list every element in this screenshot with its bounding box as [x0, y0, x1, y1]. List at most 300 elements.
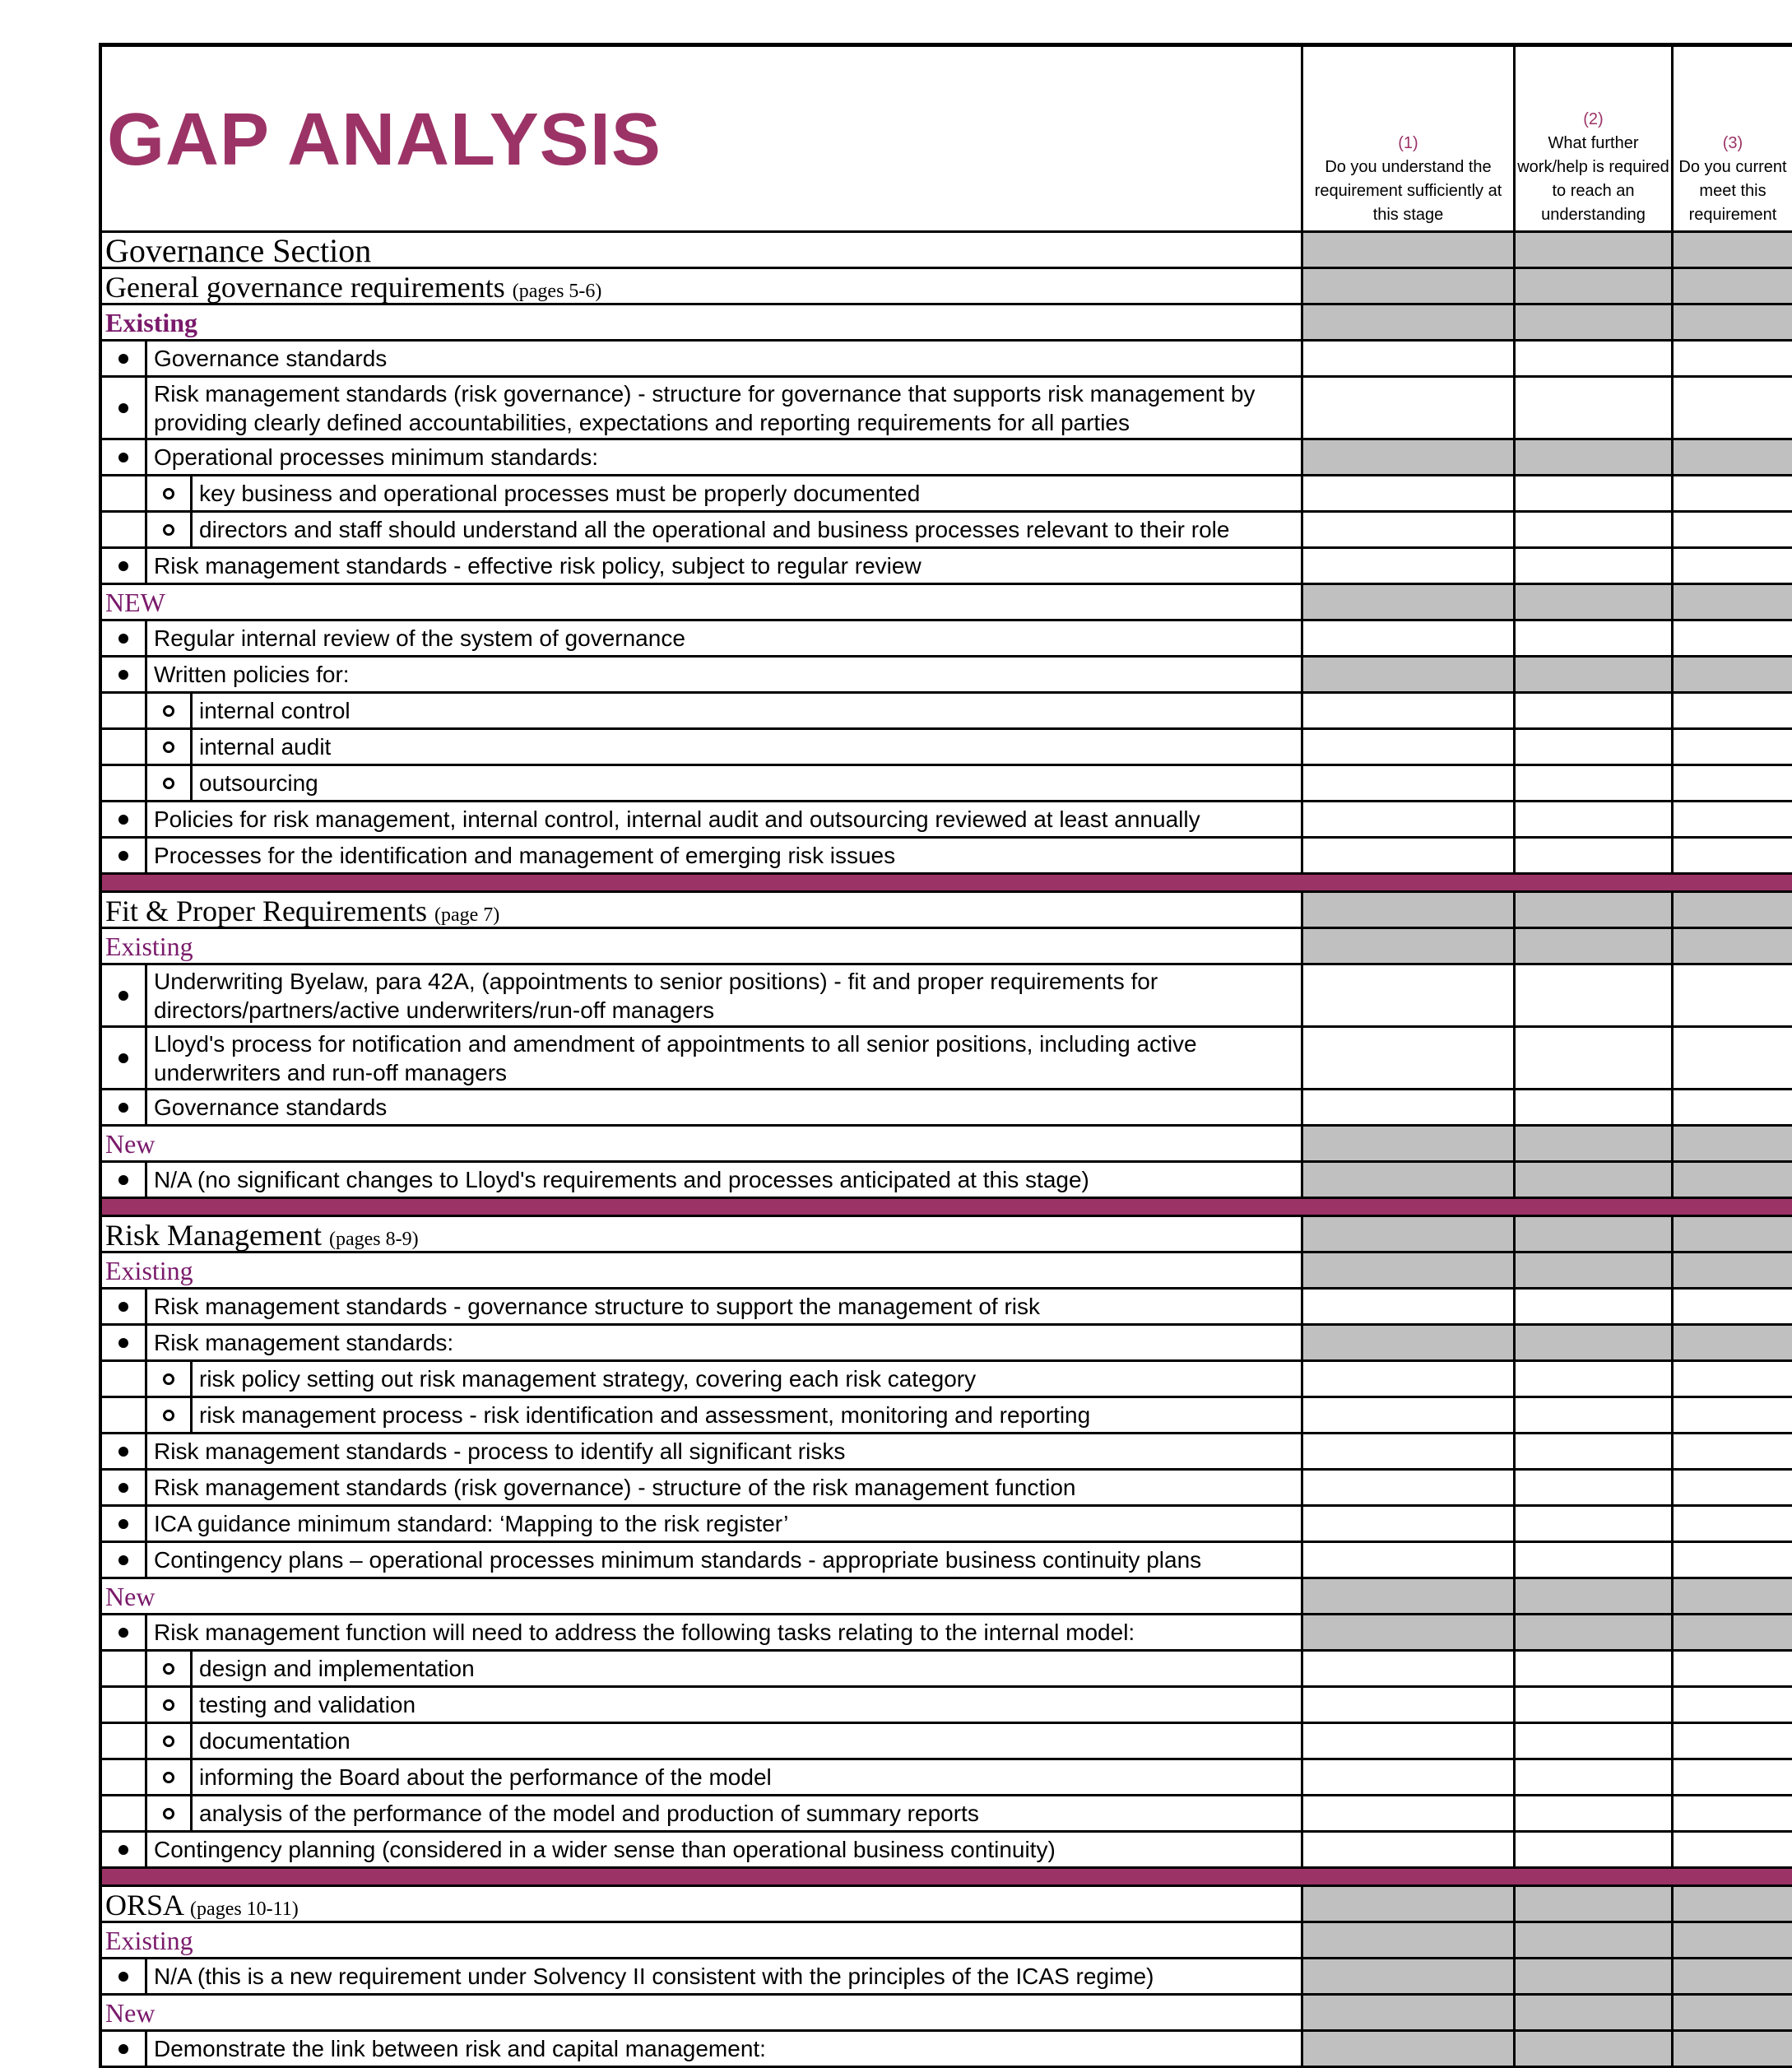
answer-cell-1[interactable]	[1303, 965, 1516, 1025]
answer-cell-2[interactable]	[1516, 1471, 1674, 1504]
answer-cell-3[interactable]	[1674, 549, 1792, 583]
description-cell	[102, 658, 1303, 691]
answer-cell-3[interactable]	[1674, 1471, 1792, 1504]
tag-row	[102, 585, 1792, 621]
answer-cell-3[interactable]	[1674, 839, 1792, 872]
table-row	[102, 1796, 1792, 1833]
answer-cell-1[interactable]	[1303, 802, 1516, 836]
bullet-ring-icon	[163, 1808, 174, 1819]
table-row	[102, 476, 1792, 513]
sub-bullet-cell	[147, 1688, 193, 1722]
requirement-text: analysis of the performance of the model and production of summary reports	[199, 1800, 979, 1826]
answer-cell-1[interactable]	[1303, 476, 1516, 510]
description-cell	[102, 1579, 1303, 1613]
answer-cell-2[interactable]	[1516, 1724, 1674, 1758]
answer-cell-1[interactable]	[1303, 1724, 1516, 1758]
description-cell	[102, 1507, 1303, 1541]
answer-cell-3[interactable]	[1674, 1434, 1792, 1468]
answer-cell-1	[1303, 1579, 1516, 1613]
requirement-text: Demonstrate the link between risk and capital management:	[154, 2035, 766, 2061]
requirement-text: Governance standards	[154, 345, 388, 371]
bullet-dot-icon	[118, 634, 128, 644]
answer-cell-3[interactable]	[1674, 1688, 1792, 1722]
answer-cell-1	[1303, 1996, 1516, 2029]
subsection-heading	[102, 893, 499, 927]
description-cell	[102, 1688, 1303, 1722]
subsection-heading	[102, 1217, 419, 1251]
requirement-text: N/A (no significant changes to Lloyd's requirements and processes anticipated at this stage)	[154, 1166, 1089, 1192]
tag-row	[102, 305, 1792, 342]
answer-cell-2[interactable]	[1516, 730, 1674, 764]
answer-cell-2	[1516, 440, 1674, 474]
bullet-ring-icon	[163, 778, 174, 789]
bullet-cell	[102, 1028, 147, 1088]
table-row	[102, 1543, 1792, 1579]
description-cell	[102, 1796, 1303, 1830]
answer-cell-1[interactable]	[1303, 1543, 1516, 1577]
answer-cell-3[interactable]	[1674, 1290, 1792, 1323]
bullet-cell	[102, 1163, 147, 1197]
bullet-cell	[102, 1290, 147, 1323]
answer-cell-2[interactable]	[1516, 549, 1674, 583]
table-row	[102, 1688, 1792, 1724]
indent-cell	[102, 1362, 147, 1396]
bullet-cell	[102, 1471, 147, 1504]
table-row	[102, 1507, 1792, 1543]
answer-cell-3[interactable]	[1674, 342, 1792, 375]
description-cell	[102, 1652, 1303, 1685]
answer-cell-2	[1516, 585, 1674, 619]
bullet-ring-icon	[163, 1663, 174, 1675]
answer-cell-3[interactable]	[1674, 513, 1792, 546]
answer-cell-1	[1303, 1326, 1516, 1359]
description-cell	[102, 549, 1303, 583]
answer-cell-1[interactable]	[1303, 378, 1516, 438]
answer-cell-3[interactable]	[1674, 1028, 1792, 1088]
answer-cell-2	[1516, 1579, 1674, 1613]
description-cell	[102, 802, 1303, 836]
answer-cell-2[interactable]	[1516, 694, 1674, 727]
requirement-text: N/A (this is a new requirement under Solvency II consistent with the principles of the ICAS regime)	[154, 1963, 1154, 1989]
requirement-text: Risk management standards - effective risk policy, subject to regular review	[154, 552, 922, 579]
status-label: New	[105, 1998, 156, 2028]
requirement-text: risk policy setting out risk management strategy, covering each risk category	[199, 1365, 977, 1392]
answer-cell-1	[1303, 233, 1516, 267]
indent-cell	[102, 694, 147, 727]
table-row	[102, 839, 1792, 875]
answer-cell-2	[1516, 233, 1674, 267]
answer-cell-2	[1516, 929, 1674, 963]
bullet-dot-icon	[118, 1628, 128, 1638]
bullet-dot-icon	[118, 2044, 128, 2054]
answer-cell-1[interactable]	[1303, 549, 1516, 583]
tag-row	[102, 1923, 1792, 1959]
indent-cell	[102, 1796, 147, 1830]
section-divider	[102, 1199, 1792, 1217]
answer-cell-1[interactable]	[1303, 1398, 1516, 1432]
sub-bullet-cell	[147, 1652, 193, 1685]
answer-cell-2	[1516, 893, 1674, 927]
answer-cell-3	[1674, 2032, 1792, 2066]
answer-cell-1[interactable]	[1303, 1090, 1516, 1124]
answer-cell-3	[1674, 585, 1792, 619]
answer-cell-2[interactable]	[1516, 513, 1674, 546]
sub-bullet-cell	[147, 694, 193, 727]
answer-cell-2[interactable]	[1516, 1398, 1674, 1432]
description-cell	[102, 476, 1303, 510]
subsection-title: ORSA	[105, 1889, 183, 1921]
answer-cell-1[interactable]	[1303, 1028, 1516, 1088]
answer-cell-2[interactable]	[1516, 476, 1674, 510]
bullet-ring-icon	[163, 1699, 174, 1711]
description-cell	[102, 1724, 1303, 1758]
bullet-dot-icon	[118, 1338, 128, 1348]
answer-cell-3[interactable]	[1674, 802, 1792, 836]
section-divider	[102, 1869, 1792, 1887]
answer-cell-2[interactable]	[1516, 1090, 1674, 1124]
answer-cell-2[interactable]	[1516, 1796, 1674, 1830]
table-row	[102, 1028, 1792, 1090]
answer-cell-2[interactable]	[1516, 1833, 1674, 1866]
answer-cell-3	[1674, 1887, 1792, 1921]
description-cell	[102, 1028, 1303, 1088]
bullet-cell	[102, 802, 147, 836]
description-cell	[102, 839, 1303, 872]
answer-cell-3	[1674, 1127, 1792, 1160]
sub-bullet-cell	[147, 1724, 193, 1758]
description-cell	[102, 585, 1303, 619]
requirement-text: Risk management standards - governance structure to support the management of risk	[154, 1293, 1040, 1319]
column-header-3-number: (3)	[1722, 134, 1743, 152]
answer-cell-1[interactable]	[1303, 694, 1516, 727]
description-cell	[102, 1543, 1303, 1577]
requirement-text: design and implementation	[199, 1655, 475, 1681]
answer-cell-2[interactable]	[1516, 766, 1674, 800]
answer-cell-3[interactable]	[1674, 1090, 1792, 1124]
answer-cell-2	[1516, 1959, 1674, 1993]
description-cell	[102, 1090, 1303, 1124]
answer-cell-1[interactable]	[1303, 1471, 1516, 1504]
answer-cell-1[interactable]	[1303, 766, 1516, 800]
bullet-ring-icon	[163, 1772, 174, 1783]
description-cell	[102, 893, 1303, 927]
bullet-cell	[102, 621, 147, 655]
answer-cell-3	[1674, 1615, 1792, 1649]
sub-row	[102, 1217, 1792, 1253]
bullet-cell	[102, 440, 147, 474]
table-body	[102, 233, 1792, 2068]
answer-cell-2[interactable]	[1516, 342, 1674, 375]
sub-row	[102, 1887, 1792, 1923]
table-row	[102, 658, 1792, 694]
bullet-dot-icon	[118, 1519, 128, 1529]
requirement-text: Lloyd's process for notification and amendment of appointments to all senior positions, including active underwriters and run-off managers	[154, 1030, 1197, 1085]
status-label: Existing	[105, 1926, 193, 1955]
answer-cell-3	[1674, 658, 1792, 691]
answer-cell-1[interactable]	[1303, 342, 1516, 375]
requirement-text: key business and operational processes must be properly documented	[199, 480, 921, 506]
table-row	[102, 730, 1792, 766]
description-cell	[102, 1326, 1303, 1359]
sub-row	[102, 269, 1792, 305]
column-header-2-text: What further work/help is required to reach an understanding	[1517, 134, 1669, 224]
bullet-cell	[102, 1090, 147, 1124]
column-header-2-number: (2)	[1583, 110, 1604, 128]
answer-cell-3[interactable]	[1674, 1724, 1792, 1758]
bullet-dot-icon	[118, 1483, 128, 1493]
answer-cell-3[interactable]	[1674, 1796, 1792, 1830]
answer-cell-3[interactable]	[1674, 476, 1792, 510]
status-label: New	[105, 1129, 156, 1159]
column-header-1-text: Do you understand the requirement sufficiently at this stage	[1314, 158, 1502, 224]
answer-cell-1[interactable]	[1303, 1507, 1516, 1541]
answer-cell-3[interactable]	[1674, 621, 1792, 655]
answer-cell-3	[1674, 1996, 1792, 2029]
bullet-dot-icon	[118, 354, 128, 364]
answer-cell-2[interactable]	[1516, 1688, 1674, 1722]
indent-cell	[102, 513, 147, 546]
subsection-title: Fit & Proper Requirements	[105, 895, 427, 927]
bullet-dot-icon	[118, 1053, 128, 1063]
table-row	[102, 802, 1792, 839]
title-cell	[102, 47, 1303, 230]
table-row	[102, 1760, 1792, 1796]
tag-row	[102, 1996, 1792, 2032]
status-label: Existing	[105, 1256, 193, 1285]
table-row	[102, 1471, 1792, 1507]
bullet-dot-icon	[118, 453, 128, 462]
answer-cell-3[interactable]	[1674, 730, 1792, 764]
bullet-cell	[102, 378, 147, 438]
answer-cell-2[interactable]	[1516, 1290, 1674, 1323]
requirement-text: Risk management standards (risk governance) - structure for governance that supports risk management by providing clearly defined accountabilities, expectations and reporting requirements for all parties	[154, 380, 1256, 435]
bullet-cell	[102, 658, 147, 691]
answer-cell-2	[1516, 658, 1674, 691]
answer-cell-2[interactable]	[1516, 1543, 1674, 1577]
answer-cell-2[interactable]	[1516, 621, 1674, 655]
bullet-cell	[102, 1615, 147, 1649]
indent-cell	[102, 1652, 147, 1685]
answer-cell-3[interactable]	[1674, 1543, 1792, 1577]
bullet-cell	[102, 1326, 147, 1359]
indent-cell	[102, 730, 147, 764]
table-row	[102, 440, 1792, 476]
requirement-text: documentation	[199, 1727, 351, 1754]
answer-cell-3[interactable]	[1674, 1398, 1792, 1432]
description-cell	[102, 694, 1303, 727]
answer-cell-1	[1303, 440, 1516, 474]
page-reference: (pages 8-9)	[328, 1229, 419, 1250]
requirement-text: Risk management standards:	[154, 1329, 454, 1355]
bullet-dot-icon	[118, 1302, 128, 1312]
bullet-ring-icon	[163, 1736, 174, 1747]
page-reference: (page 7)	[434, 904, 500, 926]
answer-cell-2	[1516, 305, 1674, 339]
table-row	[102, 1290, 1792, 1326]
answer-cell-2[interactable]	[1516, 1362, 1674, 1396]
answer-cell-1	[1303, 1127, 1516, 1160]
column-header-2	[1516, 47, 1674, 230]
answer-cell-2[interactable]	[1516, 1028, 1674, 1088]
description-cell	[102, 342, 1303, 375]
description-cell	[102, 513, 1303, 546]
indent-cell	[102, 1688, 147, 1722]
bullet-ring-icon	[163, 705, 174, 717]
answer-cell-3[interactable]	[1674, 766, 1792, 800]
answer-cell-1[interactable]	[1303, 1833, 1516, 1866]
answer-cell-2	[1516, 1217, 1674, 1251]
answer-cell-2[interactable]	[1516, 1507, 1674, 1541]
requirement-text: risk management process - risk identification and assessment, monitoring and reporting	[199, 1401, 1091, 1428]
table-row	[102, 378, 1792, 440]
bullet-ring-icon	[163, 524, 174, 536]
answer-cell-1[interactable]	[1303, 1290, 1516, 1323]
answer-cell-3[interactable]	[1674, 1362, 1792, 1396]
answer-cell-3[interactable]	[1674, 1760, 1792, 1794]
description-cell	[102, 1253, 1303, 1287]
tag-row	[102, 1253, 1792, 1290]
table-row	[102, 1959, 1792, 1996]
answer-cell-1	[1303, 658, 1516, 691]
tag-row	[102, 929, 1792, 965]
description-cell	[102, 1163, 1303, 1197]
table-row	[102, 694, 1792, 730]
page-title: GAP ANALYSIS	[107, 99, 662, 181]
description-cell	[102, 269, 1303, 303]
indent-cell	[102, 766, 147, 800]
description-cell	[102, 1398, 1303, 1432]
sub-row	[102, 893, 1792, 929]
answer-cell-1	[1303, 269, 1516, 303]
tag-row	[102, 1127, 1792, 1163]
requirement-text: ICA guidance minimum standard: ‘Mapping to the risk register’	[154, 1510, 789, 1536]
table-row	[102, 1163, 1792, 1199]
table-row	[102, 1090, 1792, 1127]
tag-row	[102, 1579, 1792, 1615]
answer-cell-1[interactable]	[1303, 1760, 1516, 1794]
column-header-1-number: (1)	[1398, 134, 1418, 152]
indent-cell	[102, 1760, 147, 1794]
answer-cell-3[interactable]	[1674, 1833, 1792, 1866]
answer-cell-2	[1516, 1326, 1674, 1359]
answer-cell-2[interactable]	[1516, 802, 1674, 836]
requirement-text: Risk management standards - process to identify all significant risks	[154, 1438, 846, 1464]
table-row	[102, 1724, 1792, 1760]
section-row	[102, 233, 1792, 269]
answer-cell-2[interactable]	[1516, 839, 1674, 872]
table-row	[102, 1652, 1792, 1688]
requirement-text: internal control	[199, 697, 351, 723]
table-row	[102, 1434, 1792, 1471]
table-row	[102, 1362, 1792, 1398]
answer-cell-2	[1516, 1996, 1674, 2029]
answer-cell-1[interactable]	[1303, 730, 1516, 764]
answer-cell-3	[1674, 1326, 1792, 1359]
description-cell	[102, 1217, 1303, 1251]
answer-cell-1	[1303, 1253, 1516, 1287]
answer-cell-2[interactable]	[1516, 378, 1674, 438]
description-cell	[102, 1996, 1303, 2029]
description-cell	[102, 965, 1303, 1025]
requirement-text: Processes for the identification and management of emerging risk issues	[154, 842, 896, 868]
title-row	[102, 47, 1792, 233]
status-label: New	[105, 1582, 156, 1611]
bullet-cell	[102, 1507, 147, 1541]
answer-cell-1[interactable]	[1303, 1652, 1516, 1685]
answer-cell-2	[1516, 1887, 1674, 1921]
table-row	[102, 766, 1792, 802]
table-row	[102, 1398, 1792, 1434]
answer-cell-3[interactable]	[1674, 1652, 1792, 1685]
answer-cell-3[interactable]	[1674, 694, 1792, 727]
page-reference: (pages 10-11)	[190, 1898, 299, 1920]
sub-bullet-cell	[147, 766, 193, 800]
answer-cell-1[interactable]	[1303, 1688, 1516, 1722]
table-row	[102, 965, 1792, 1028]
answer-cell-2[interactable]	[1516, 1760, 1674, 1794]
bullet-dot-icon	[118, 561, 128, 571]
section-heading: Governance Section	[105, 233, 372, 267]
subsection-heading	[102, 1887, 299, 1921]
table-row	[102, 1833, 1792, 1869]
description-cell	[102, 378, 1303, 438]
answer-cell-1[interactable]	[1303, 621, 1516, 655]
bullet-dot-icon	[118, 991, 128, 1001]
answer-cell-3[interactable]	[1674, 378, 1792, 438]
description-cell	[102, 621, 1303, 655]
table-row	[102, 2032, 1792, 2068]
description-cell	[102, 1887, 1303, 1921]
bullet-cell	[102, 1543, 147, 1577]
answer-cell-3[interactable]	[1674, 965, 1792, 1025]
page-reference: (pages 5-6)	[512, 281, 602, 302]
answer-cell-1[interactable]	[1303, 513, 1516, 546]
answer-cell-3	[1674, 1579, 1792, 1613]
bullet-dot-icon	[118, 1972, 128, 1982]
gap-analysis-table	[99, 43, 1792, 2068]
answer-cell-2[interactable]	[1516, 965, 1674, 1025]
answer-cell-1[interactable]	[1303, 1434, 1516, 1468]
description-cell	[102, 1434, 1303, 1468]
indent-cell	[102, 1398, 147, 1432]
answer-cell-1[interactable]	[1303, 839, 1516, 872]
answer-cell-1	[1303, 305, 1516, 339]
requirement-text: Risk management standards (risk governance) - structure of the risk management function	[154, 1474, 1076, 1500]
requirement-text: Underwriting Byelaw, para 42A, (appointments to senior positions) - fit and proper requirements for directors/partners/active underwriters/run-off managers	[154, 968, 1158, 1023]
subsection-title: Risk Management	[105, 1219, 322, 1251]
requirement-text: Written policies for:	[154, 661, 350, 687]
answer-cell-2	[1516, 1127, 1674, 1160]
answer-cell-1	[1303, 929, 1516, 963]
bullet-cell	[102, 839, 147, 872]
answer-cell-1[interactable]	[1303, 1796, 1516, 1830]
bullet-cell	[102, 342, 147, 375]
answer-cell-2[interactable]	[1516, 1652, 1674, 1685]
sub-bullet-cell	[147, 1796, 193, 1830]
bullet-dot-icon	[118, 815, 128, 825]
subsection-title: General governance requirements	[105, 271, 505, 303]
sub-bullet-cell	[147, 1398, 193, 1432]
description-cell	[102, 1127, 1303, 1160]
answer-cell-2[interactable]	[1516, 1434, 1674, 1468]
column-header-3	[1674, 47, 1792, 230]
description-cell	[102, 233, 1303, 267]
description-cell	[102, 1959, 1303, 1993]
answer-cell-1[interactable]	[1303, 1362, 1516, 1396]
answer-cell-2	[1516, 1163, 1674, 1197]
answer-cell-3	[1674, 1253, 1792, 1287]
answer-cell-3[interactable]	[1674, 1507, 1792, 1541]
